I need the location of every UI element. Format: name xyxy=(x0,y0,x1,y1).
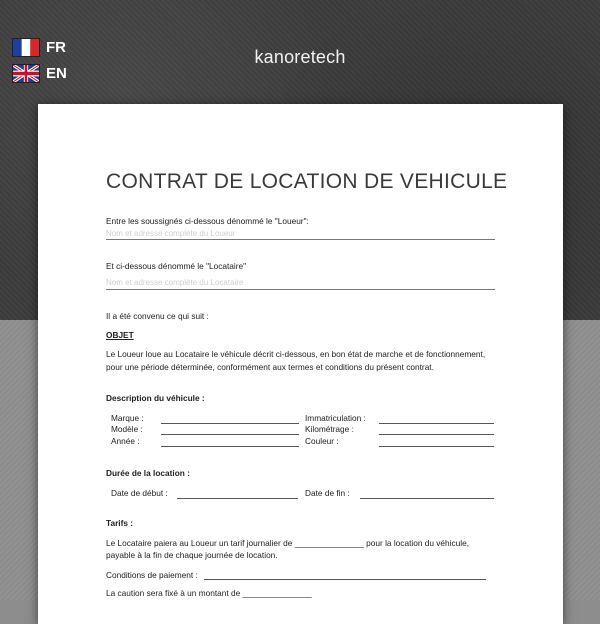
field-annee-label: Année : xyxy=(111,436,140,446)
field-modele-label: Modèle : xyxy=(111,424,143,434)
field-couleur-line[interactable] xyxy=(379,446,494,447)
date-fin-line[interactable] xyxy=(360,498,494,499)
field-kilometrage-line[interactable] xyxy=(379,434,494,435)
duree-heading: Durée de la location : xyxy=(106,468,190,478)
tarifs-heading: Tarifs : xyxy=(106,518,134,528)
conditions-label: Conditions de paiement : xyxy=(106,570,198,580)
document-page xyxy=(38,104,563,624)
locataire-placeholder[interactable]: Nom et adresse complète du Locataire xyxy=(106,278,244,287)
loueur-intro: Entre les soussignés ci-dessous dénommé le "Loueur": xyxy=(106,216,309,226)
language-label-fr: FR xyxy=(46,39,66,56)
document-title: CONTRAT DE LOCATION DE VEHICULE xyxy=(106,170,508,193)
convenu-text: Il a été convenu ce qui suit : xyxy=(106,311,209,321)
date-debut-line[interactable] xyxy=(177,498,298,499)
tarifs-line-1: Le Locataire paiera au Loueur un tarif journalier de _______________ pour la location du véhicule, xyxy=(106,538,470,548)
vehicle-heading: Description du véhicule : xyxy=(106,393,205,403)
loueur-placeholder[interactable]: Nom et adresse complète du Loueur xyxy=(106,229,236,238)
objet-paragraph: Le Loueur loue au Locataire le véhicule décrit ci-dessous, en bon état de marche et de fonctionnement, pour une période déterminée, conformément aux termes et conditions du présent contrat. xyxy=(106,349,486,372)
date-fin-label: Date de fin : xyxy=(305,488,350,498)
field-immatriculation-label: Immatriculation : xyxy=(305,413,366,423)
field-marque-line[interactable] xyxy=(161,423,299,424)
loueur-field-line xyxy=(106,239,495,240)
tarifs-line-2: payable à la fin de chaque journée de location. xyxy=(106,550,278,560)
locataire-field-line xyxy=(106,289,495,290)
conditions-line[interactable] xyxy=(204,579,486,580)
field-immatriculation-line[interactable] xyxy=(379,423,494,424)
field-annee-line[interactable] xyxy=(161,446,299,447)
field-marque-label: Marque : xyxy=(111,413,144,423)
language-label-en: EN xyxy=(46,65,67,82)
caution-text: La caution sera fixé à un montant de _______________ xyxy=(106,588,312,598)
objet-heading: OBJET xyxy=(106,330,134,340)
field-modele-line[interactable] xyxy=(161,434,299,435)
field-kilometrage-label: Kilométrage : xyxy=(305,424,354,434)
field-couleur-label: Couleur : xyxy=(305,436,339,446)
date-debut-label: Date de début : xyxy=(111,488,168,498)
brand-name: kanoretech xyxy=(254,47,346,67)
locataire-intro: Et ci-dessous dénommé le "Locataire" xyxy=(106,261,247,271)
